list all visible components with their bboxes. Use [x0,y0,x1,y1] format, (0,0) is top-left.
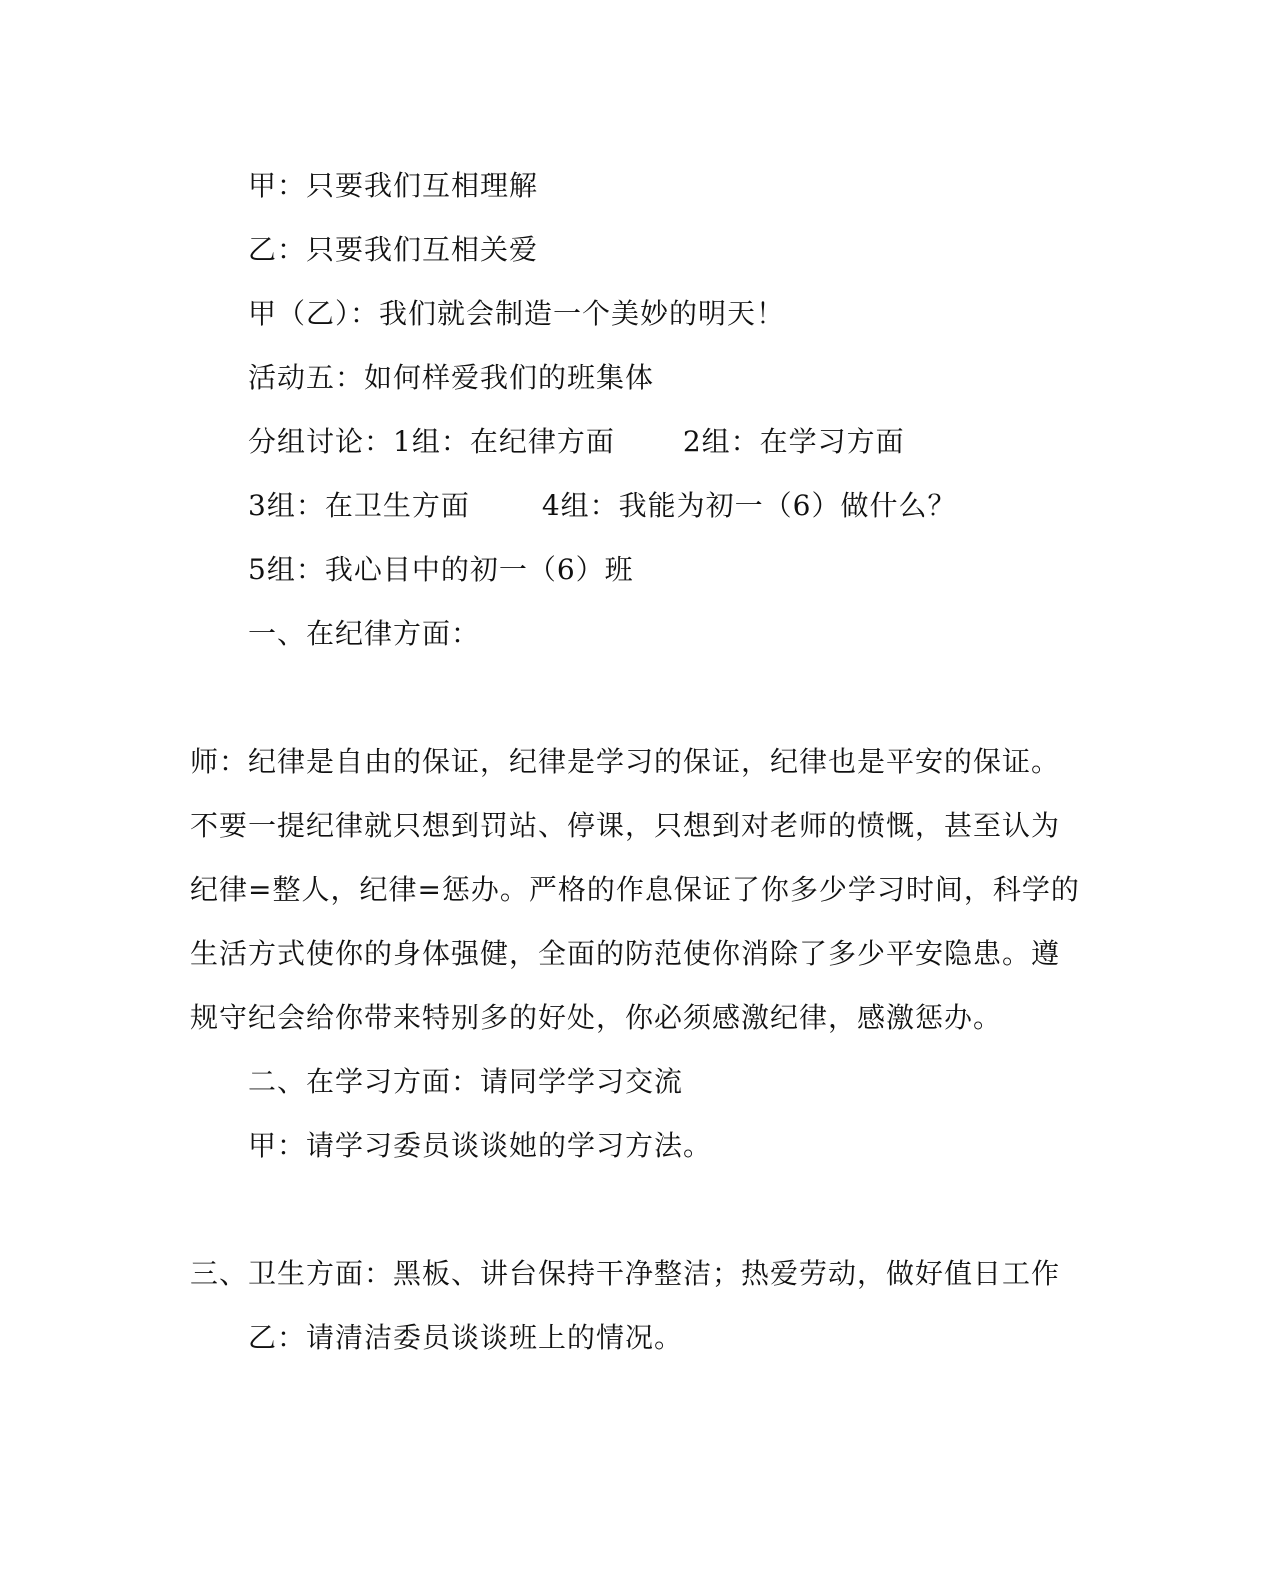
teacher-paragraph-line: 不要一提纪律就只想到罚站、停课，只想到对老师的愤慨，甚至认为 [190,809,1061,842]
teacher-paragraph-line: 纪律=整人，纪律=惩办。严格的作息保证了你多少学习时间，科学的 [190,873,1080,906]
teacher-paragraph-line: 规守纪会给你带来特别多的好处，你必须感激纪律，感激惩办。 [190,1001,1003,1034]
dialogue-line-1: 甲：只要我们互相理解 [248,169,539,202]
group-row-1-right: 2组：在学习方面 [682,425,905,458]
group-row-2-left: 3组：在卫生方面 [248,489,470,522]
dialogue-line-3: 甲（乙）：我们就会制造一个美妙的明天！ [248,297,786,330]
teacher-paragraph-line: 生活方式使你的身体强健，全面的防范使你消除了多少平安隐患。遵 [190,937,1061,970]
group-row-1-left: 分组讨论：1组：在纪律方面 [248,425,615,458]
teacher-paragraph-line: 师：纪律是自由的保证，纪律是学习的保证，纪律也是平安的保证。 [190,745,1061,778]
section-2-line: 甲：请学习委员谈谈她的学习方法。 [248,1129,713,1162]
activity-title: 活动五：如何样爱我们的班集体 [248,361,655,394]
group-row-1 [248,424,905,460]
group-row-2 [248,488,956,524]
dialogue-line-2: 乙：只要我们互相关爱 [248,233,539,266]
group-5-line: 5组：我心目中的初一（6）班 [248,553,634,586]
group-row-2-right: 4组：我能为初一（6）做什么？ [541,489,957,522]
section-3-line: 乙：请清洁委员谈谈班上的情况。 [248,1321,684,1354]
section-3-heading: 三、卫生方面：黑板、讲台保持干净整洁；热爱劳动，做好值日工作 [190,1257,1061,1290]
section-2-heading: 二、在学习方面：请同学学习交流 [248,1065,684,1098]
section-1-heading: 一、在纪律方面： [248,617,481,650]
